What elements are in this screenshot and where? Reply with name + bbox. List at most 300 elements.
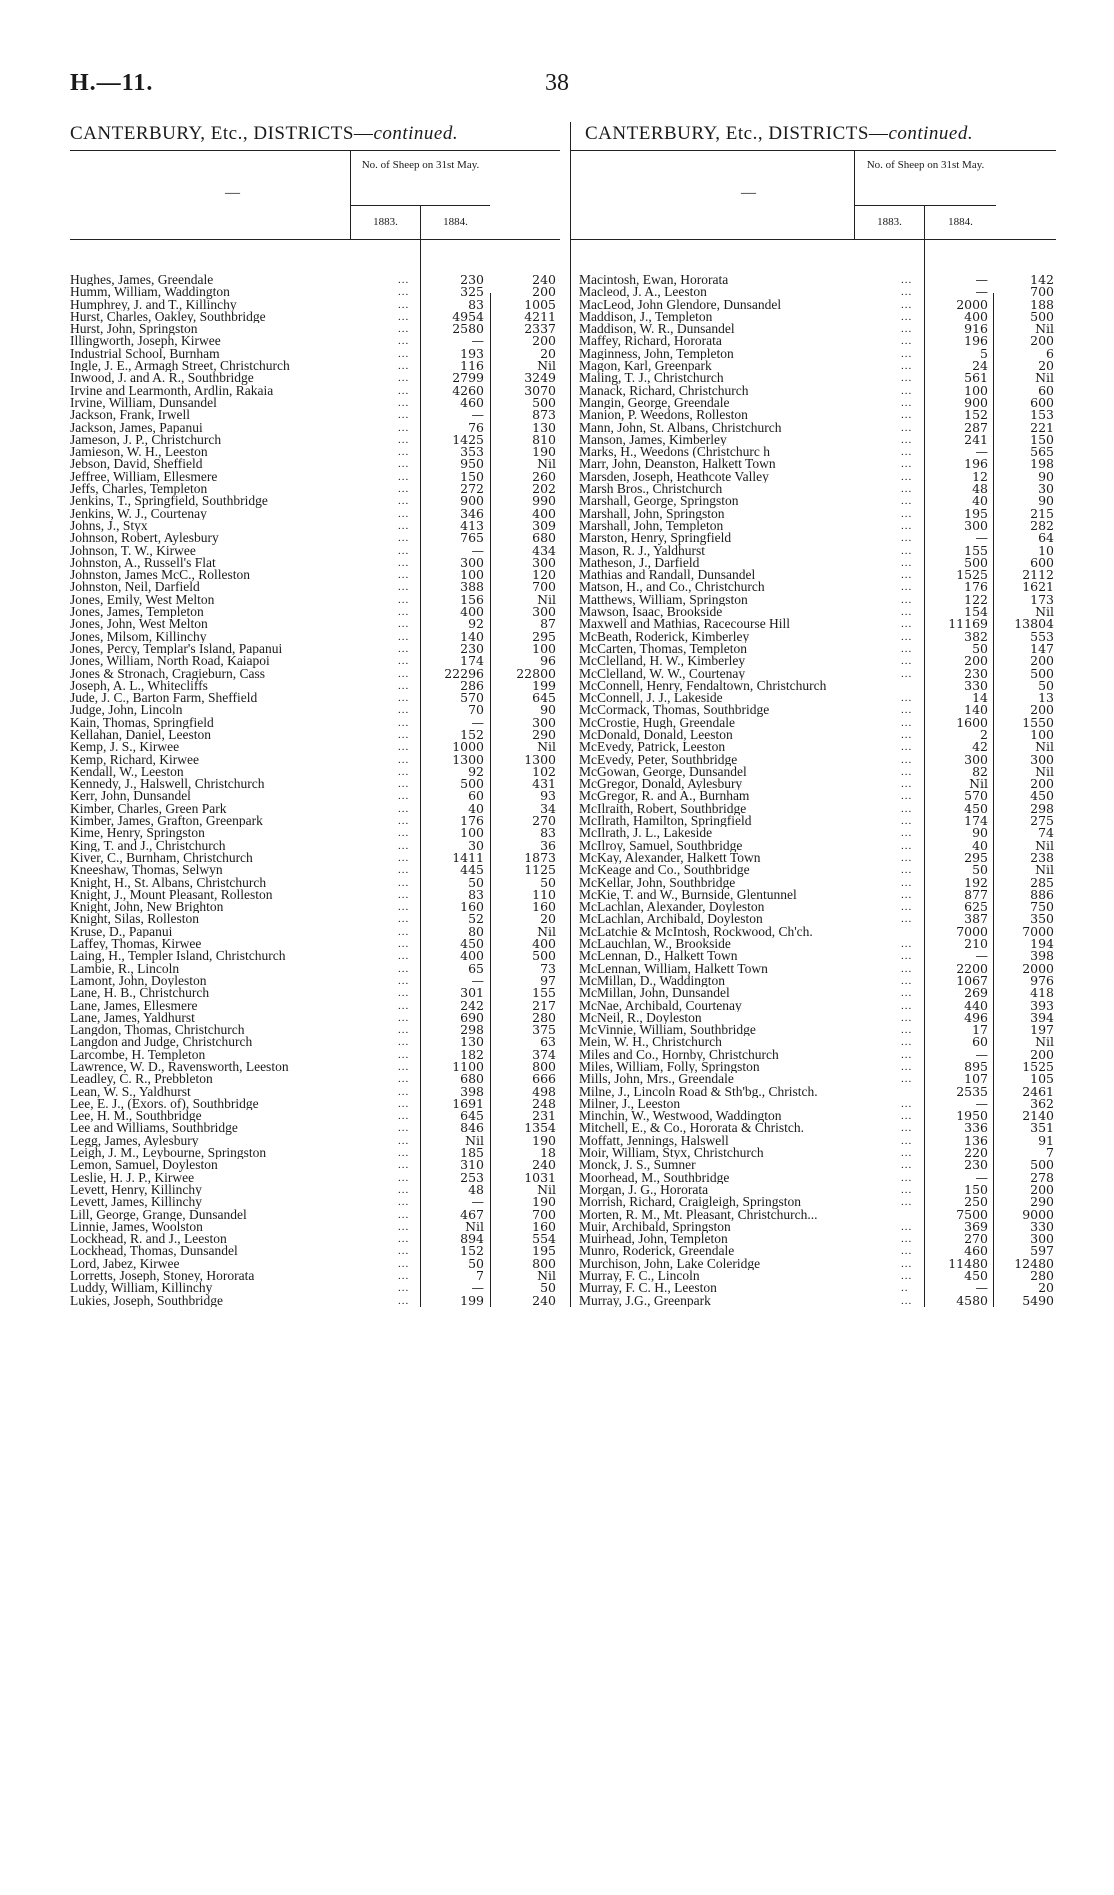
sheep-1884: 300 xyxy=(532,604,556,620)
owner-name: Marsh Bros., Christchurch xyxy=(579,483,723,496)
leader-dots: ... xyxy=(901,1110,913,1123)
sheep-1884: 280 xyxy=(1030,1268,1054,1284)
sheep-1883: 445 xyxy=(460,862,484,878)
table-row xyxy=(70,901,560,913)
sheep-1883: 140 xyxy=(964,702,988,718)
sheep-1884: 231 xyxy=(532,1108,556,1124)
sheep-1883: Nil xyxy=(969,776,988,792)
owner-name: Kain, Thomas, Springfield xyxy=(70,716,214,729)
sheep-1884: 18 xyxy=(540,1145,556,1161)
sheep-1884: 90 xyxy=(1038,468,1054,484)
leader-dots: ... xyxy=(901,974,913,987)
leader-dots: ... xyxy=(398,679,410,692)
table-row xyxy=(70,345,560,361)
sheep-1884: 238 xyxy=(1030,849,1054,865)
table-row xyxy=(70,1073,560,1085)
table-row xyxy=(70,569,560,581)
leader-dots: ... xyxy=(398,1122,410,1135)
leader-dots: ... xyxy=(398,630,410,643)
leader-dots: ... xyxy=(901,347,913,360)
sheep-1883: 467 xyxy=(460,1206,484,1222)
owner-name: McLatchie & McIntosh, Rockwood, Ch'ch. xyxy=(579,925,813,939)
leader-dots: ... xyxy=(398,384,410,397)
table-row xyxy=(70,923,560,939)
sheep-1883: 310 xyxy=(460,1157,484,1173)
sheep-1883: 413 xyxy=(460,517,484,533)
owner-name: Jenkins, T., Springfield, Southbridge xyxy=(70,495,268,508)
leader-dots: ... xyxy=(398,1159,410,1172)
sheep-1884: 309 xyxy=(532,517,556,533)
owner-name: Lockhead, Thomas, Dunsandel xyxy=(70,1245,238,1258)
table-row xyxy=(70,1218,560,1234)
table-row xyxy=(70,1110,560,1122)
sheep-1883: 440 xyxy=(964,997,988,1013)
leader-dots: ... xyxy=(901,778,913,791)
leader-dots: ... xyxy=(901,323,913,336)
owner-name: Mein, W. H., Christchurch xyxy=(579,1036,722,1049)
sheep-1883: 680 xyxy=(460,1071,484,1087)
sheep-1883: 269 xyxy=(964,985,988,1001)
owner-name: Kennedy, J., Halswell, Christchurch xyxy=(70,778,265,791)
sheep-1884: 200 xyxy=(1030,1181,1054,1197)
sheep-1883: 5 xyxy=(980,345,988,361)
leader-dots: ... xyxy=(901,667,913,680)
left-column-title xyxy=(70,122,560,150)
owner-name: Johnston, Neil, Darfield xyxy=(70,581,200,594)
right-year1-header: 1883. xyxy=(854,206,924,239)
sheep-1883: 388 xyxy=(460,579,484,595)
table-row xyxy=(70,778,560,790)
sheep-1884: 990 xyxy=(532,493,556,509)
sheep-1884: 295 xyxy=(532,628,556,644)
leader-dots: ... xyxy=(398,1110,410,1123)
owner-name: Hurst, John, Springston xyxy=(70,323,198,336)
sheep-1884: 431 xyxy=(532,776,556,792)
sheep-1883: 398 xyxy=(460,1083,484,1099)
owner-name: Laffey, Thomas, Kirwee xyxy=(70,938,202,951)
table-row xyxy=(70,274,560,286)
owner-name: Industrial School, Burnham xyxy=(70,347,220,361)
leader-dots: ... xyxy=(901,310,913,323)
leader-dots: ... xyxy=(901,593,913,606)
sheep-1883: 40 xyxy=(972,493,988,509)
sheep-1884: 3249 xyxy=(524,370,556,386)
owner-name: Murray, F. C., Lincoln xyxy=(579,1270,700,1283)
owner-name: Marr, John, Deanston, Halkett Town xyxy=(579,458,776,471)
owner-name: Jameson, J. P., Christchurch xyxy=(70,433,222,447)
sheep-1883: 300 xyxy=(964,751,988,767)
sheep-1884: 1550 xyxy=(1022,714,1054,730)
leader-dots: ... xyxy=(398,581,410,594)
table-row xyxy=(70,655,560,667)
owner-name: Murray, J.G., Greenpark xyxy=(579,1294,711,1307)
owner-name: McIlraith, Robert, Southbridge xyxy=(579,802,747,816)
sheep-1884: 666 xyxy=(532,1071,556,1087)
sheep-1884: 500 xyxy=(532,394,556,410)
sheep-1884: 150 xyxy=(1030,431,1054,447)
sheep-1883: 900 xyxy=(964,394,988,410)
sheep-1884: 2140 xyxy=(1022,1108,1054,1124)
sheep-1884: 147 xyxy=(1030,640,1054,656)
sheep-1883: 877 xyxy=(964,886,988,902)
sheep-1883: 220 xyxy=(964,1145,988,1161)
leader-dots: ... xyxy=(398,458,410,471)
table-row xyxy=(70,495,560,507)
owner-name: Lord, Jabez, Kirwee xyxy=(70,1257,180,1271)
sheep-1884: 83 xyxy=(540,825,556,841)
sheep-1884: 300 xyxy=(532,554,556,570)
sheep-1883: 130 xyxy=(460,1034,484,1050)
sheep-1884: 120 xyxy=(532,567,556,583)
leader-dots: ... xyxy=(398,1061,410,1073)
leader-dots: ... xyxy=(398,372,410,385)
sheep-1884: 500 xyxy=(1030,665,1054,681)
table-row xyxy=(70,1095,560,1111)
sheep-1884: Nil xyxy=(1035,321,1054,337)
owner-name: Lukies, Joseph, Southbridge xyxy=(70,1294,223,1307)
owner-name: Kellahan, Daniel, Leeston xyxy=(70,728,211,742)
table-row xyxy=(70,849,560,865)
sheep-1884: 20 xyxy=(540,345,556,361)
sheep-1883: 1425 xyxy=(452,431,484,447)
leader-dots: ... xyxy=(901,728,913,741)
table-row xyxy=(70,505,560,521)
sheep-1884: 22800 xyxy=(516,665,556,681)
sheep-1883: 174 xyxy=(964,813,988,829)
owner-name: Morgan, J. G., Hororata xyxy=(579,1183,709,1197)
sheep-1883: 2000 xyxy=(956,296,988,312)
sheep-1883: 570 xyxy=(964,788,988,804)
sheep-1883: 48 xyxy=(468,1181,484,1197)
owner-name: Jackson, James, Papanui xyxy=(70,421,203,434)
table-row xyxy=(70,581,560,593)
sheep-1884: 64 xyxy=(1038,530,1054,546)
sheep-1884: 2000 xyxy=(1022,960,1054,976)
owner-name: Marshall, John, Templeton xyxy=(579,519,724,533)
owner-name: Jackson, Frank, Irwell xyxy=(70,409,190,422)
leader-dots: ... xyxy=(398,876,410,889)
sheep-1883: 295 xyxy=(964,849,988,865)
sheep-1884: 300 xyxy=(532,714,556,730)
leader-dots: ... xyxy=(398,925,410,938)
sheep-1884: 6 xyxy=(1046,345,1054,361)
owner-name: Matthews, William, Springston xyxy=(579,593,748,607)
leader-dots: ... xyxy=(398,544,410,557)
sheep-1884: Nil xyxy=(537,456,556,472)
table-row xyxy=(70,1196,560,1208)
owner-name: Murchison, John, Lake Coleridge xyxy=(579,1257,761,1271)
leader-dots: ... xyxy=(398,507,410,520)
leader-dots: ... xyxy=(398,1257,410,1270)
owner-name: Humm, William, Waddington xyxy=(70,286,230,299)
owner-name: Humphrey, J. and T., Killinchy xyxy=(70,298,237,311)
owner-name: Lamont, John, Doyleston xyxy=(70,974,207,988)
owner-name: Joseph, A. L., Whitecliffs xyxy=(70,679,208,693)
sheep-1883: 242 xyxy=(460,997,484,1013)
leader-dots: ... xyxy=(901,815,913,828)
sheep-1884: 700 xyxy=(532,1206,556,1222)
left-year1-header: 1883. xyxy=(350,206,420,239)
owner-name: Marshall, George, Springston xyxy=(579,495,739,508)
leader-dots: ... xyxy=(901,581,913,594)
sheep-1884: 90 xyxy=(1038,493,1054,509)
sheep-1884: Nil xyxy=(1035,739,1054,755)
owner-name: Morten, R. M., Mt. Pleasant, Christchurch... xyxy=(579,1208,818,1221)
sheep-1883: 152 xyxy=(460,1243,484,1259)
table-row xyxy=(70,483,560,495)
sheep-1883: 500 xyxy=(460,776,484,792)
sheep-1883: 450 xyxy=(460,936,484,952)
sheep-1883: 450 xyxy=(964,1268,988,1284)
sheep-1883: — xyxy=(975,1169,988,1185)
sheep-1883: — xyxy=(471,333,484,349)
owner-name: Muirhead, John, Templeton xyxy=(579,1233,728,1246)
sheep-1884: 873 xyxy=(532,407,556,423)
sheep-1883: 48 xyxy=(972,481,988,497)
owner-name: Jones, James, Templeton xyxy=(70,606,204,619)
sheep-1884: 498 xyxy=(532,1083,556,1099)
sheep-1883: 192 xyxy=(964,874,988,890)
owner-name: McMillan, D., Waddington xyxy=(579,974,726,988)
sheep-1884: 194 xyxy=(1030,936,1054,952)
leader-dots: ... xyxy=(901,851,913,864)
owner-name: Mason, R. J., Yaldhurst xyxy=(579,544,706,557)
sheep-1883: 230 xyxy=(460,640,484,656)
leader-dots: ... xyxy=(398,556,410,569)
sheep-1884: 50 xyxy=(540,1280,556,1296)
owner-name: Maffey, Richard, Hororata xyxy=(579,335,722,348)
sheep-1884: 90 xyxy=(540,702,556,718)
sheep-1884: Nil xyxy=(537,358,556,374)
sheep-1884: 418 xyxy=(1030,985,1054,1001)
owner-name: Lockhead, R. and J., Leeston xyxy=(70,1233,227,1246)
sheep-1884: 553 xyxy=(1030,628,1054,644)
leader-dots: ... xyxy=(398,593,410,606)
sheep-1884: 202 xyxy=(532,481,556,497)
leader-dots: ... xyxy=(901,913,913,926)
leader-dots: ... xyxy=(901,1171,913,1184)
table-row xyxy=(571,1292,1056,1308)
table-row xyxy=(70,1147,560,1159)
sheep-1884: 1354 xyxy=(524,1120,556,1136)
sheep-1884: 1005 xyxy=(524,296,556,312)
sheep-1883: 11480 xyxy=(948,1255,988,1271)
sheep-1883: — xyxy=(471,1194,484,1210)
sheep-1883: 60 xyxy=(972,1034,988,1050)
owner-name: Johnston, A., Russell's Flat xyxy=(70,556,216,570)
sheep-1884: 130 xyxy=(532,419,556,435)
leader-dots: ... xyxy=(398,396,410,409)
sheep-1883: 846 xyxy=(460,1120,484,1136)
leader-dots: ... xyxy=(901,519,913,532)
sheep-1884: 93 xyxy=(540,788,556,804)
leader-dots: ... xyxy=(398,286,410,299)
leader-dots: ... xyxy=(398,765,410,778)
leader-dots: ... xyxy=(398,618,410,631)
table-row xyxy=(70,323,560,335)
sheep-1884: 73 xyxy=(540,960,556,976)
owner-name: McConnell, J. J., Lakeside xyxy=(579,692,723,705)
sheep-1884: 97 xyxy=(540,972,556,988)
leader-dots: ... xyxy=(398,1024,410,1037)
sheep-1883: Nil xyxy=(465,1132,484,1148)
sheep-1884: Nil xyxy=(537,739,556,755)
sheep-1884: 240 xyxy=(532,1292,556,1308)
sheep-1884: 7 xyxy=(1046,1145,1054,1161)
owner-name: Kemp, Richard, Kirwee xyxy=(70,753,199,766)
owner-name: Legg, James, Aylesbury xyxy=(70,1134,199,1148)
sheep-1883: 210 xyxy=(964,936,988,952)
owner-name: Manion, P. Weedons, Rolleston xyxy=(579,409,748,422)
sheep-1884: 248 xyxy=(532,1095,556,1111)
sheep-1884: 200 xyxy=(1030,702,1054,718)
owner-name: McNeil, R., Doyleston xyxy=(579,1011,702,1025)
owner-name: Mills, John, Mrs., Greendale xyxy=(579,1073,734,1086)
leader-dots: ... xyxy=(901,360,913,373)
sheep-1883: — xyxy=(975,444,988,460)
owner-name: McDonald, Donald, Leeston xyxy=(579,728,733,742)
leader-dots: ... xyxy=(398,815,410,828)
sheep-1884: 188 xyxy=(1030,296,1054,312)
leader-dots: ... xyxy=(398,938,410,951)
owner-name: Kerr, John, Dunsandel xyxy=(70,790,191,803)
sheep-1883: 460 xyxy=(460,394,484,410)
table-row xyxy=(70,837,560,853)
sheep-1883: 199 xyxy=(460,1292,484,1308)
owner-name: Jones & Stronach, Cragieburn, Cass xyxy=(70,667,265,680)
leader-dots: ... xyxy=(901,1036,913,1049)
sheep-1883: 272 xyxy=(460,481,484,497)
sheep-1884: 7000 xyxy=(1022,923,1054,939)
sheep-1884: 215 xyxy=(1030,505,1054,521)
sheep-1883: 83 xyxy=(468,296,484,312)
sheep-1884: 200 xyxy=(1030,333,1054,349)
sheep-1884: 330 xyxy=(1030,1218,1054,1234)
sheep-1883: 116 xyxy=(460,358,484,374)
sheep-1883: 301 xyxy=(460,985,484,1001)
sheep-1884: 2112 xyxy=(1022,567,1054,583)
sheep-1883: 400 xyxy=(964,308,988,324)
left-table-header xyxy=(70,150,560,240)
sheep-1883: 400 xyxy=(460,604,484,620)
report-code: H.—11. xyxy=(70,70,154,96)
table-row xyxy=(70,987,560,999)
table-row xyxy=(70,606,560,618)
table-row xyxy=(70,913,560,925)
sheep-1883: 230 xyxy=(460,272,484,287)
leader-dots: ... xyxy=(901,483,913,496)
sheep-1883: 140 xyxy=(460,628,484,644)
leader-dots: ... xyxy=(901,1134,913,1147)
leader-dots: ... xyxy=(901,741,913,754)
owner-name: Manson, James, Kimberley xyxy=(579,433,727,447)
owner-name: Lane, James, Yaldhurst xyxy=(70,1011,195,1025)
sheep-1883: 40 xyxy=(972,837,988,853)
leader-dots: ... xyxy=(901,286,913,299)
owner-name: Lee, E. J., (Exors. of), Southbridge xyxy=(70,1097,259,1111)
sheep-1883: — xyxy=(471,714,484,730)
table-row xyxy=(70,372,560,384)
right-name-header: — xyxy=(741,185,756,201)
owner-name: Kimber, Charles, Green Park xyxy=(70,802,227,816)
owner-name: Kruse, D., Papanui xyxy=(70,925,173,939)
sheep-1884: Nil xyxy=(537,1181,556,1197)
sheep-1884: 2461 xyxy=(1022,1083,1054,1099)
owner-name: Knight, Silas, Rolleston xyxy=(70,913,200,926)
sheep-1884: Nil xyxy=(1035,370,1054,386)
sheep-1883: 230 xyxy=(964,1157,988,1173)
owner-name: Judge, John, Lincoln xyxy=(70,704,183,717)
owner-name: Kendall, W., Leeston xyxy=(70,765,184,779)
sheep-1883: — xyxy=(471,407,484,423)
table-row xyxy=(70,431,560,447)
owner-name: McKellar, John, Southbridge xyxy=(579,876,736,889)
table-row xyxy=(70,532,560,544)
leader-dots: ... xyxy=(901,888,913,901)
owner-name: Jones, John, West Melton xyxy=(70,618,208,631)
sheep-1884: 500 xyxy=(1030,308,1054,324)
sheep-1884: 160 xyxy=(532,1218,556,1234)
leader-dots: ... xyxy=(901,1147,913,1160)
sheep-1883: 7 xyxy=(476,1268,484,1284)
leader-dots: ... xyxy=(398,274,410,286)
leader-dots: ... xyxy=(901,372,913,385)
owner-name: Minchin, W., Westwood, Waddington xyxy=(579,1110,782,1123)
sheep-1883: 92 xyxy=(468,763,484,779)
sheep-1883: 894 xyxy=(460,1231,484,1247)
owner-name: McGregor, R. and A., Burnham xyxy=(579,790,750,803)
owner-name: Marston, Henry, Springfield xyxy=(579,532,732,545)
owner-name: Irvine and Learmonth, Ardlin, Rakaia xyxy=(70,384,274,397)
table-row xyxy=(70,1083,560,1099)
sheep-1883: — xyxy=(975,1280,988,1296)
leader-dots: ... xyxy=(398,716,410,729)
table-row xyxy=(70,997,560,1013)
owner-name: Milne, J., Lincoln Road & Sth'bg., Christch. xyxy=(579,1085,818,1098)
sheep-1884: 275 xyxy=(1030,813,1054,829)
owner-name: Manack, Richard, Christchurch xyxy=(579,384,749,397)
leader-dots: ... xyxy=(398,421,410,434)
sheep-1884: 2337 xyxy=(524,321,556,337)
leader-dots: ... xyxy=(901,630,913,643)
sheep-1883: 100 xyxy=(964,382,988,398)
owner-name: Moffatt, Jennings, Halswell xyxy=(579,1134,729,1148)
sheep-1883: 496 xyxy=(964,1009,988,1025)
sheep-1883: 154 xyxy=(964,604,988,620)
table-row xyxy=(70,1206,560,1222)
sheep-1883: 83 xyxy=(468,886,484,902)
leader-dots: ... xyxy=(398,495,410,508)
leader-dots: ... xyxy=(901,446,913,459)
sheep-1883: — xyxy=(975,948,988,964)
sheep-1884: 4211 xyxy=(524,308,556,324)
leader-dots: ... xyxy=(398,310,410,323)
sheep-1883: 185 xyxy=(460,1145,484,1161)
sheep-1884: 810 xyxy=(532,431,556,447)
sheep-1883: 382 xyxy=(964,628,988,644)
leader-dots: ... xyxy=(398,987,410,1000)
owner-name: Moir, William, Styx, Christchurch xyxy=(579,1147,764,1160)
table-row xyxy=(70,296,560,312)
owner-name: Jones, Emily, West Melton xyxy=(70,593,215,607)
sheep-1883: 7500 xyxy=(956,1206,988,1222)
owner-name: Jeffree, William, Ellesmere xyxy=(70,470,218,484)
sheep-1884: 13 xyxy=(1038,690,1054,706)
owner-name: Munro, Roderick, Greendale xyxy=(579,1245,735,1258)
table-row xyxy=(70,382,560,398)
sheep-1883: 92 xyxy=(468,616,484,632)
sheep-1884: 351 xyxy=(1030,1120,1054,1136)
